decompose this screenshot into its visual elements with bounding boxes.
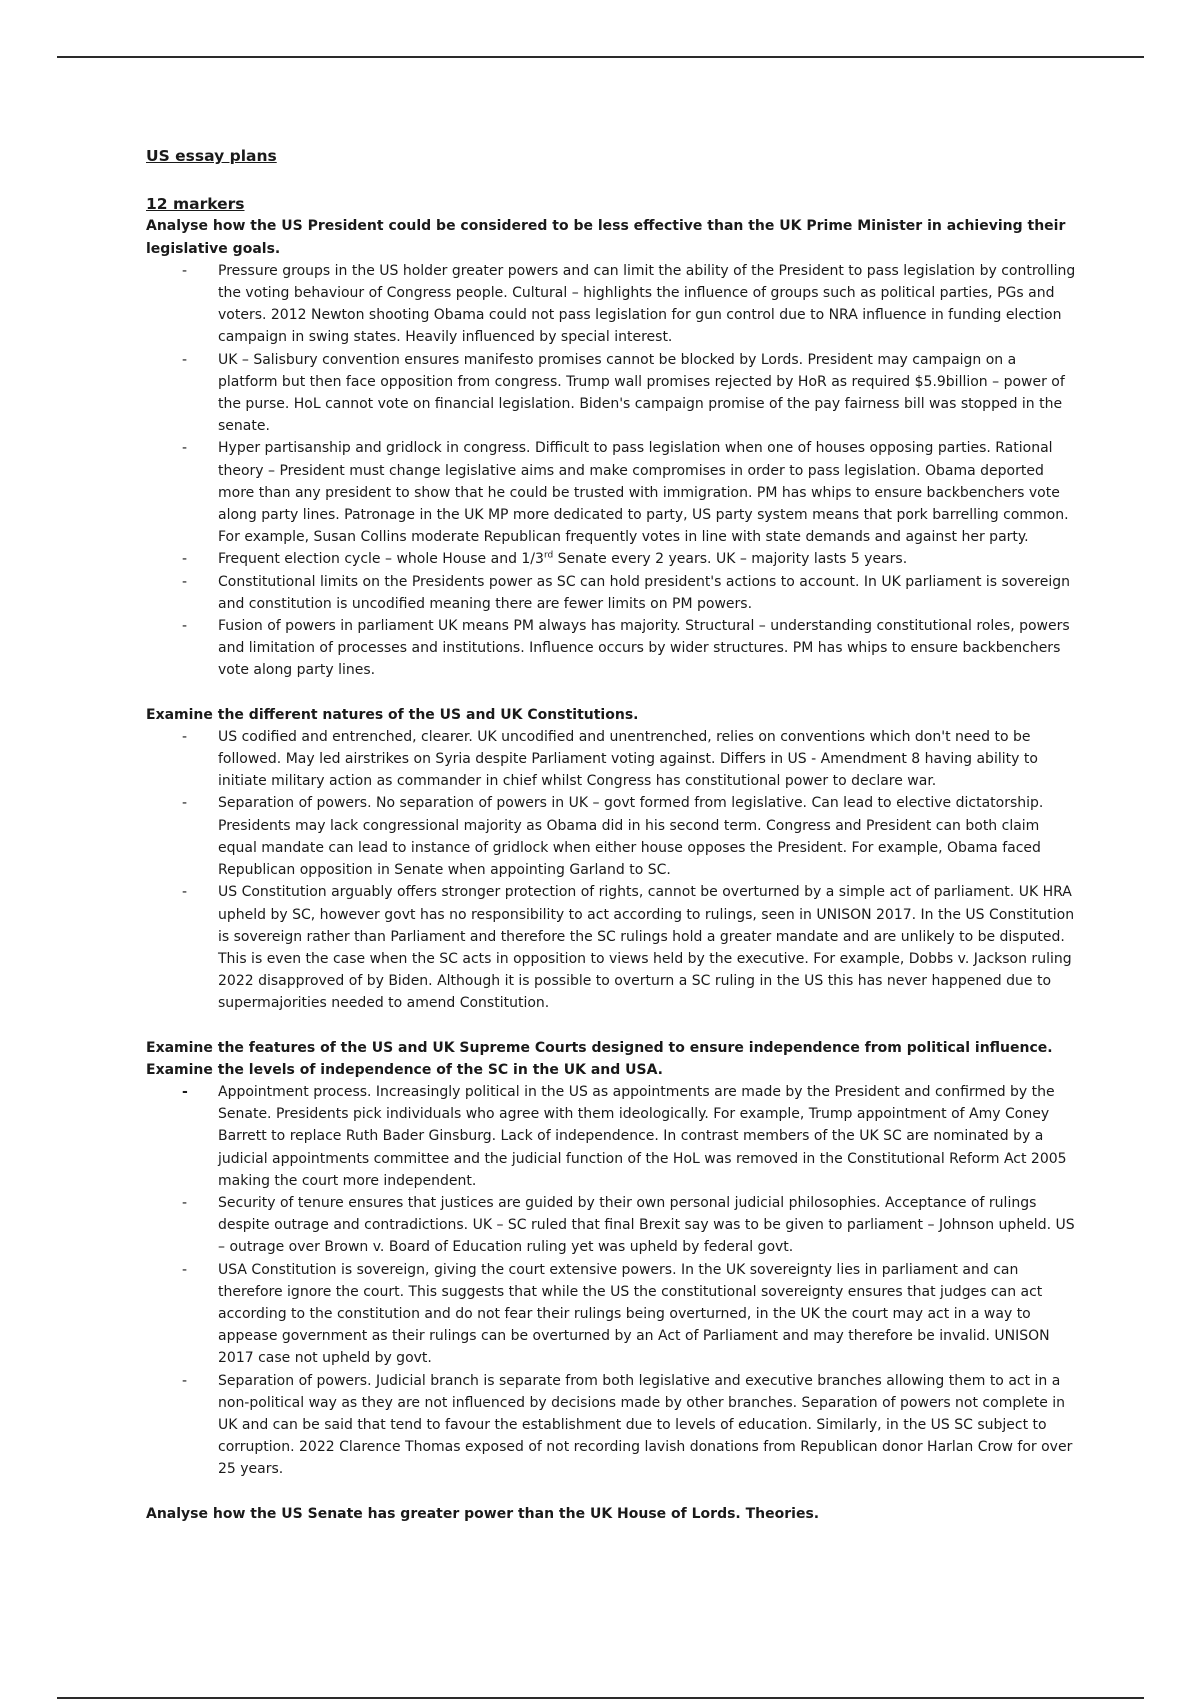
list-item-text: Senate every 2 years. UK – majority lasts 5 years. (553, 551, 908, 568)
document-body (146, 145, 1076, 1525)
list-item (146, 548, 1076, 570)
essay-plan-constitutions (146, 704, 1076, 1015)
list-item: - Fusion of powers in parliament UK means PM always has majority. Structural – understanding constitutional roles, powers and limitation of processes and institutions. Influence occurs by wider structures. PM has whips to ensure backbenchers vote along party lines. (146, 615, 1076, 682)
essay-plan-president-vs-pm (146, 215, 1076, 681)
essay-plan-supreme-courts (146, 1037, 1076, 1481)
list-item: - US Constitution arguably offers stronger protection of rights, cannot be overturned by a simple act of parliament. UK HRA upheld by SC, however govt has no responsibility to act according to rulings, seen in UNISON 2017. In the US Constitution is sovereign rather than Parliament and therefore the SC rulings hold a greater mandate and are unlikely to be disputed. This is even the case when the SC acts in opposition to views held by the executive. For example, Dobbs v. Jackson ruling 2022 disapproved of by Biden. Although it is possible to overturn a SC ruling in the US this has never happened due to supermajorities needed to amend Constitution. (146, 881, 1076, 1014)
footer-rule (57, 1697, 1144, 1699)
list-item: - Separation of powers. No separation of powers in UK – govt formed from legislative. Can lead to elective dictatorship. Presidents may lack congressional majority as Obama did in his second term. Congress and President can both claim equal mandate can lead to instance of gridlock when either house opposes the President. For example, Obama faced Republican opposition in Senate when appointing Garland to SC. (146, 792, 1076, 881)
bullet-list (146, 1081, 1076, 1481)
list-item: - USA Constitution is sovereign, giving the court extensive powers. In the UK sovereignty lies in parliament and can therefore ignore the court. This suggests that while the US the constitutional sovereignty ensures that judges can act according to the constitution and do not fear their rulings being overturned, in the UK the court may act in a way to appease government as their rulings can be overturned by an Act of Parliament and may therefore be invalid. UNISON 2017 case not upheld by govt. (146, 1259, 1076, 1370)
list-item: - US codified and entrenched, clearer. UK uncodified and unentrenched, relies on conventions which don't need to be followed. May led airstrikes on Syria despite Parliament voting against. Differs in US - Amendment 8 having ability to initiate military action as commander in chief whilst Congress has constitutional power to declare war. (146, 726, 1076, 793)
list-item: - Pressure groups in the US holder greater powers and can limit the ability of the President to pass legislation by controlling the voting behaviour of Congress people. Cultural – highlights the influence of groups such as political parties, PGs and voters. 2012 Newton shooting Obama could not pass legislation for gun control due to NRA influence in funding election campaign in swing states. Heavily influenced by special interest. (146, 260, 1076, 349)
list-item: - Separation of powers. Judicial branch is separate from both legislative and executive branches allowing them to act in a non-political way as they are not influenced by decisions made by other branches. Separation of powers not complete in UK and can be said that tend to favour the establishment due to levels of education. Similarly, in the US SC subject to corruption. 2022 Clarence Thomas exposed of not recording lavish donations from Republican donor Harlan Crow for over 25 years. (146, 1370, 1076, 1481)
list-item: - Hyper partisanship and gridlock in congress. Difficult to pass legislation when one of houses opposing parties. Rational theory – President must change legislative aims and make compromises in order to pass legislation. Obama deported more than any president to show that he could be trusted with immigration. PM has whips to ensure backbenchers vote along party lines. Patronage in the UK MP more dedicated to party, US party system means that pork barrelling common. For example, Susan Collins moderate Republican frequently votes in line with state demands and against her party. (146, 437, 1076, 548)
list-item-text: Frequent election cycle – whole House and 1/3 (218, 551, 544, 568)
section-heading-12-markers: 12 markers (146, 195, 245, 214)
bullet-list (146, 260, 1076, 682)
question-heading: Examine the features of the US and UK Supreme Courts designed to ensure independence from political influence. (146, 1039, 1053, 1056)
superscript: rd (543, 550, 554, 561)
question-heading: Examine the different natures of the US and UK Constitutions. (146, 706, 639, 723)
list-item: - Security of tenure ensures that justices are guided by their own personal judicial philosophies. Acceptance of rulings despite outrage and contradictions. UK – SC ruled that final Brexit say was to be given to parliament – Johnson upheld. US – outrage over Brown v. Board of Education ruling yet was upheld by federal govt. (146, 1192, 1076, 1259)
list-item: - Appointment process. Increasingly political in the US as appointments are made by the President and confirmed by the Senate. Presidents pick individuals who agree with them ideologically. For example, Trump appointment of Amy Coney Barrett to replace Ruth Bader Ginsburg. Lack of independence. In contrast members of the UK SC are nominated by a judicial appointments committee and the judicial function of the HoL was removed in the Constitutional Reform Act 2005 making the court more independent. (146, 1081, 1076, 1192)
document-title: US essay plans (146, 147, 277, 165)
question-heading: Examine the levels of independence of the SC in the UK and USA. (146, 1061, 663, 1078)
list-item: - UK – Salisbury convention ensures manifesto promises cannot be blocked by Lords. President may campaign on a platform but then face opposition from congress. Trump wall promises rejected by HoR as required $5.9billion – power of the purse. HoL cannot vote on financial legislation. Biden's campaign promise of the pay fairness bill was stopped in the senate. (146, 349, 1076, 438)
essay-plan-senate-vs-lords (146, 1503, 1076, 1525)
bullet-list (146, 726, 1076, 1015)
list-item: - Constitutional limits on the Presidents power as SC can hold president's actions to account. In UK parliament is sovereign and constitution is uncodified meaning there are fewer limits on PM powers. (146, 571, 1076, 615)
header-rule (57, 56, 1144, 58)
question-heading: Analyse how the US President could be considered to be less effective than the UK Prime Minister in achieving their legislative goals. (146, 218, 1066, 257)
question-heading: Analyse how the US Senate has greater power than the UK House of Lords. Theories. (146, 1505, 820, 1522)
